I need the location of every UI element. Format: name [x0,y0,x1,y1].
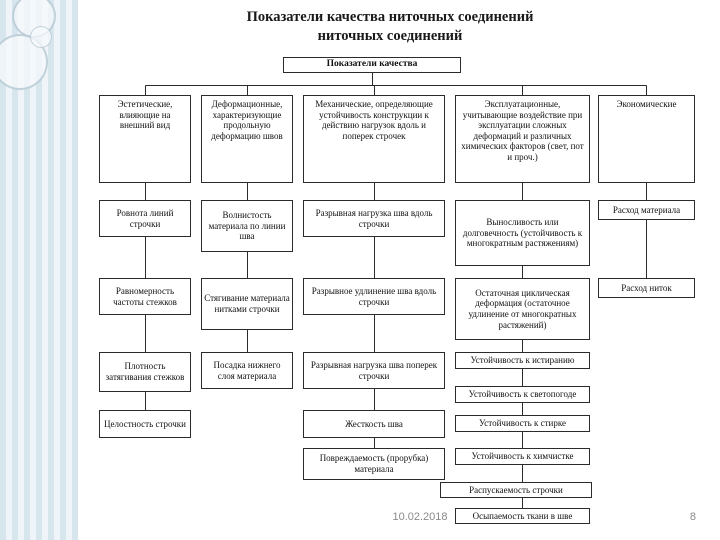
left-stripe-decoration [0,0,78,540]
node-header-deformation: Деформационные, характеризующие продольную деформацию швов [201,95,293,183]
title-line-2: ниточных соединений [317,28,463,44]
node-abrasion-resistance: Устойчивость к истиранию [455,352,590,369]
node-root: Показатели качества [283,57,461,73]
node-breaking-elongation-along: Разрывное удлинение шва вдоль строчки [303,278,445,315]
slide-page-number: 8 [689,511,696,523]
node-material-damage: Повреждаемость (прорубка) материала [303,448,445,480]
node-endurance: Выносливость или долговечность (устойчивость к многократным растяжениям) [455,200,590,266]
node-breaking-load-across: Разрывная нагрузка шва поперек строчки [303,352,445,389]
node-stitch-unraveling: Распускаемость строчки [440,482,592,498]
node-fabric-fraying: Осыпаемость ткани в шве [455,508,590,524]
node-header-aesthetic: Эстетические, влияющие на внешний вид [99,95,191,183]
title-line-1: Показатели качества ниточных соединений [246,9,534,25]
node-material-puckering: Стягивание материала нитками строчки [201,278,293,330]
node-thread-consumption: Расход ниток [598,278,695,298]
node-residual-deformation: Остаточная циклическая деформация (остаточное удлинение от многократных растяжений) [455,278,590,340]
node-stitch-tightness: Плотность затягивания стежков [99,352,191,392]
node-line-evenness: Ровнота линий строчки [99,200,191,237]
slide-title [100,8,680,46]
decor-circle [30,26,52,48]
node-drycleaning-resistance: Устойчивость к химчистке [455,448,590,465]
node-stitch-integrity: Целостность строчки [99,410,191,438]
node-lower-layer-fit: Посадка нижнего слоя материала [201,352,293,389]
node-header-mechanical: Механические, определяющие устойчивость конструкции к действию нагрузок вдоль и поперек строчек [303,95,445,183]
node-header-economic: Экономические [598,95,695,183]
node-weather-resistance: Устойчивость к светопогоде [455,386,590,403]
node-stitch-uniformity: Равномерность частоты стежков [99,278,191,315]
node-header-operational: Эксплуатационные, учитывающие воздействие при эксплуатации сложных деформаций и различных химических факторов (свет, пот и проч.) [455,95,590,183]
node-material-consumption: Расход материала [598,200,695,220]
node-breaking-load-along: Разрывная нагрузка шва вдоль строчки [303,200,445,237]
node-seam-stiffness: Жесткость шва [303,410,445,438]
slide-date: 10.02.2018 [392,511,448,523]
node-material-waviness: Волнистость материала по линии шва [201,200,293,252]
node-washing-resistance: Устойчивость к стирке [455,415,590,432]
